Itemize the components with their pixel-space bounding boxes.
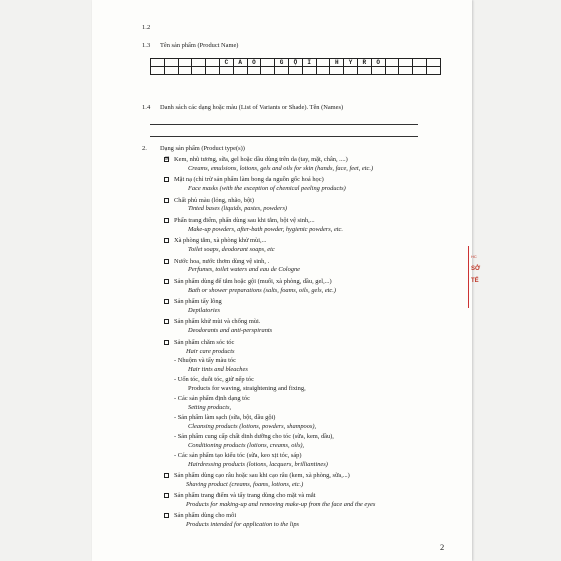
product-type-vi: Sản phẩm khử mùi và chống mùi. bbox=[174, 318, 261, 326]
product-name-cell-empty bbox=[399, 67, 413, 75]
product-name-cell: Y bbox=[344, 59, 358, 67]
hair-sub-vi: - Các sản phẩm tạo kiểu tóc (sữa, keo xịt tóc, sáp) bbox=[174, 452, 302, 460]
product-name-cell-empty bbox=[247, 67, 261, 75]
product-type-vi: Sản phẩm dùng cạo râu hoặc sau khi cạo râu (kem, xà phòng, sữa,...) bbox=[174, 472, 350, 480]
product-type-en: Make-up powders, after-bath powder, hygienic powders, etc. bbox=[188, 225, 343, 233]
product-name-cell: Ộ bbox=[288, 59, 302, 67]
product-name-cell: A bbox=[233, 59, 247, 67]
product-name-cell-empty bbox=[316, 67, 330, 75]
product-type-vi: Sản phẩm dùng để tắm hoặc gội (muối, xà phòng, dầu, gel,...) bbox=[174, 277, 332, 285]
product-type-checkbox[interactable] bbox=[164, 198, 169, 203]
product-type-checkbox[interactable] bbox=[164, 238, 169, 243]
section-1-4-number: 1.4 bbox=[142, 104, 151, 111]
variant-line-1 bbox=[150, 124, 418, 125]
product-name-cell bbox=[192, 59, 206, 67]
product-type-checkbox[interactable] bbox=[164, 177, 169, 182]
product-name-cell bbox=[316, 59, 330, 67]
section-2-number: 2. bbox=[142, 145, 147, 152]
product-name-grid bbox=[150, 58, 441, 75]
product-type-checkbox[interactable] bbox=[164, 218, 169, 223]
product-type-checkbox[interactable]: ☒ bbox=[165, 157, 170, 162]
product-name-cell-empty bbox=[357, 67, 371, 75]
hair-sub-vi: - Sản phẩm làm sạch (sữa, bột, dầu gội) bbox=[174, 414, 276, 422]
product-type-checkbox[interactable] bbox=[164, 473, 169, 478]
product-name-cell-empty bbox=[192, 67, 206, 75]
product-type-vi: Sản phẩm dùng cho môi bbox=[174, 512, 237, 520]
product-type-en: Depilatories bbox=[188, 306, 220, 314]
hair-sub-en: Hairdressing products (lotions, lacquers, brilliantines) bbox=[188, 461, 328, 468]
product-name-cell-empty bbox=[219, 67, 233, 75]
section-1-2-number: 1.2 bbox=[142, 24, 151, 31]
hair-sub-en: Hair tints and bleaches bbox=[188, 366, 248, 373]
product-type-en: Products intended for application to the lips bbox=[186, 521, 300, 528]
product-name-cell-empty bbox=[178, 67, 192, 75]
product-name-cell-empty bbox=[206, 67, 220, 75]
product-name-cell bbox=[261, 59, 275, 67]
product-type-checkbox[interactable] bbox=[164, 513, 169, 518]
hair-sub-vi: - Uốn tóc, duỗi tóc, giữ nếp tóc bbox=[174, 376, 254, 384]
product-name-cell-empty bbox=[302, 67, 316, 75]
hair-sub-en: Conditioning products (lotions, creams, oils), bbox=[188, 442, 305, 449]
product-name-cell-empty bbox=[413, 67, 427, 75]
product-name-cell-empty bbox=[261, 67, 275, 75]
product-name-cell-empty bbox=[426, 67, 440, 75]
section-1-3-number: 1.3 bbox=[142, 42, 151, 49]
product-name-cell: I bbox=[302, 59, 316, 67]
hair-sub-en: Setting products, bbox=[188, 404, 232, 411]
product-type-vi: Sản phẩm trang điểm và tẩy trang dùng cho mặt và mắt bbox=[174, 492, 316, 500]
product-type-en: Deodorants and anti-perspirants bbox=[188, 327, 273, 335]
product-name-cell: R bbox=[357, 59, 371, 67]
variant-line-2 bbox=[150, 136, 418, 137]
product-type-checkbox[interactable] bbox=[164, 259, 169, 264]
hair-sub-vi: - Các sản phẩm định dạng tóc bbox=[174, 395, 250, 403]
product-name-cell-empty bbox=[385, 67, 399, 75]
product-type-checkbox[interactable] bbox=[164, 279, 169, 284]
hair-sub-en: Products for waving, straightening and fixing, bbox=[188, 385, 306, 392]
product-name-cell-empty bbox=[288, 67, 302, 75]
product-type-checkbox[interactable] bbox=[164, 319, 169, 324]
product-name-cell: O bbox=[247, 59, 261, 67]
product-name-cell bbox=[385, 59, 399, 67]
product-name-cell-empty bbox=[164, 67, 178, 75]
product-name-cell: C bbox=[219, 59, 233, 67]
product-type-en: Tinted bases (liquids, pastes, powders) bbox=[188, 205, 288, 213]
product-type-en: Perfumes, toilet waters and eau de Cologne bbox=[188, 266, 300, 274]
product-name-cell bbox=[164, 59, 178, 67]
hair-sub-vi: - Nhuộm và tẩy màu tóc bbox=[174, 357, 236, 365]
product-type-en: Products for making-up and removing make-up from the face and the eyes bbox=[186, 501, 376, 508]
product-type-vi: Chất phủ màu (lỏng, nhão, bột) bbox=[174, 196, 255, 204]
page-number: 2 bbox=[440, 542, 445, 552]
product-type-label: Dạng sản phẩm (Product type(s)) bbox=[160, 145, 245, 152]
product-type-en: Face masks (with the exception of chemical peeling products) bbox=[188, 185, 346, 193]
product-name-cell-empty bbox=[330, 67, 344, 75]
product-name-cell bbox=[426, 59, 440, 67]
product-type-en: Creams, emulsions, lotions, gels and oils for skin (hands, face, feet, etc.) bbox=[188, 164, 374, 172]
product-name-label: Tên sản phẩm (Product Name) bbox=[160, 42, 239, 49]
hair-sub-en: Cleansing products (lotions, powders, shampoos), bbox=[188, 423, 317, 430]
hair-care-vi: Sản phẩm chăm sóc tóc bbox=[174, 338, 235, 346]
product-name-cell: O bbox=[371, 59, 385, 67]
product-type-vi: Nước hoa, nước thơm dùng vệ sinh, . bbox=[174, 257, 270, 265]
product-name-cell bbox=[413, 59, 427, 67]
variants-label: Danh sách các dạng hoặc màu (List of Variants or Shade). Tên (Names) bbox=[160, 104, 344, 111]
product-name-cell-empty bbox=[233, 67, 247, 75]
product-name-cell-empty bbox=[151, 67, 165, 75]
product-name-cell-empty bbox=[275, 67, 289, 75]
product-name-cell bbox=[399, 59, 413, 67]
product-type-vi: Sản phẩm tẩy lông bbox=[174, 298, 222, 306]
product-type-vi: Mặt nạ (chỉ trừ sản phẩm làm bong da nguồn gốc hoá học) bbox=[174, 176, 324, 184]
product-type-en: Toilet soaps, deodorant soaps, etc bbox=[188, 246, 275, 253]
hair-sub-vi: - Sản phẩm cung cấp chất dinh dưỡng cho tóc (sữa, kem, dầu), bbox=[174, 433, 334, 441]
hair-care-checkbox[interactable] bbox=[164, 340, 169, 345]
product-name-cell: G bbox=[275, 59, 289, 67]
product-type-vi: Phấn trang điểm, phấn dùng sau khi tắm, bột vệ sinh,... bbox=[174, 216, 315, 224]
product-type-vi: Kem, nhũ tương, sữa, gel hoặc dầu dùng trên da (tay, mặt, chân, ....) bbox=[174, 156, 348, 163]
product-name-cell bbox=[206, 59, 220, 67]
product-name-cell bbox=[151, 59, 165, 67]
product-name-cell bbox=[178, 59, 192, 67]
product-type-en: Shaving product (creams, foams, lotions, etc.) bbox=[186, 481, 304, 488]
product-name-cell-empty bbox=[371, 67, 385, 75]
product-type-checkbox[interactable] bbox=[164, 493, 169, 498]
product-type-en: Bath or shower preparations (salts, foams, oils, gels, etc.) bbox=[188, 286, 336, 294]
product-type-checkbox[interactable] bbox=[164, 299, 169, 304]
product-name-cell-empty bbox=[344, 67, 358, 75]
official-stamp: HC SỞ TẾ bbox=[468, 246, 482, 308]
product-type-vi: Xà phòng tắm, xà phòng khử mùi,... bbox=[174, 237, 267, 245]
product-name-cell: H bbox=[330, 59, 344, 67]
hair-care-en: Hair care products bbox=[186, 347, 235, 355]
